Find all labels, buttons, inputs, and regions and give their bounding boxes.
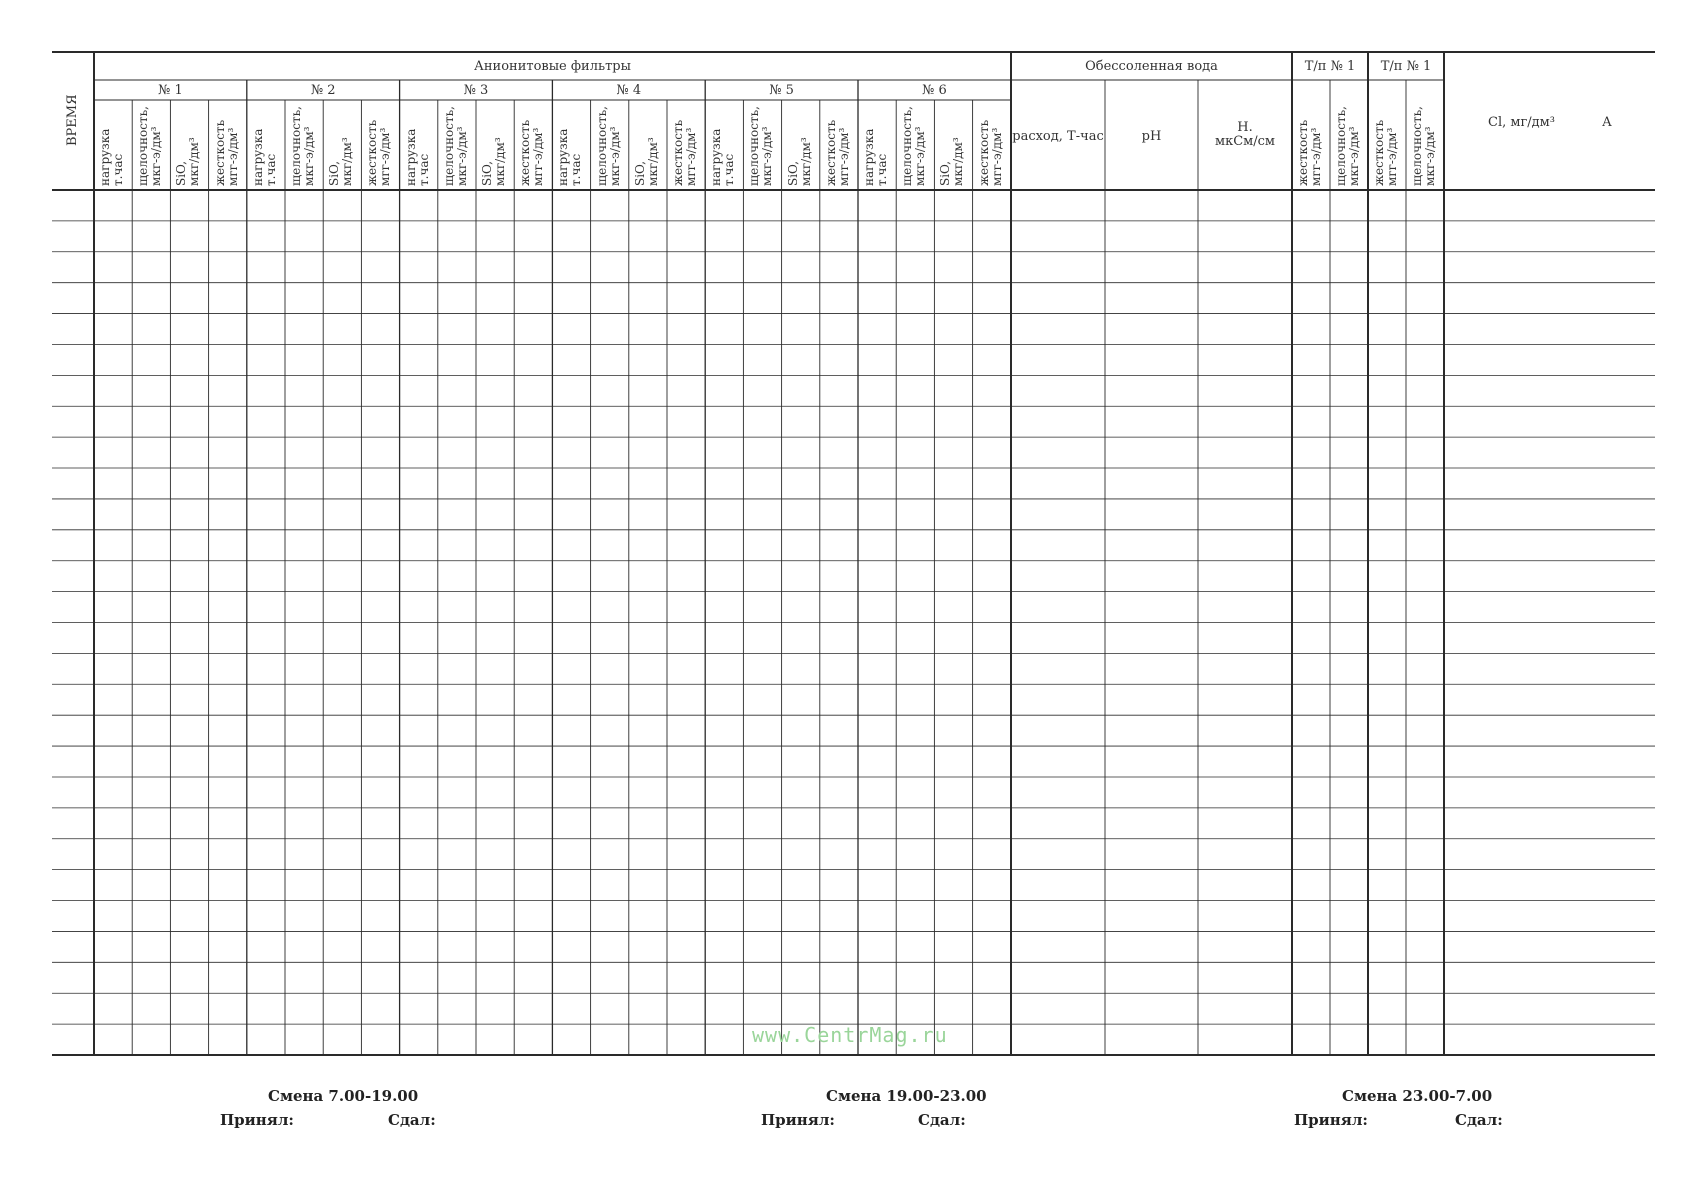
filter-col-line: мгг-э/дм³ bbox=[684, 127, 698, 186]
filter-col-line: щелочность, bbox=[289, 106, 303, 186]
filter-col-line: жесткость bbox=[518, 119, 533, 186]
shift-3-title: Смена 23.00-7.00 bbox=[1342, 1087, 1493, 1105]
filter-col-line: мгг-э/дм³ bbox=[836, 127, 851, 186]
filter-title-2: № 2 bbox=[310, 83, 336, 98]
shift-2-title: Смена 19.00-23.00 bbox=[826, 1087, 987, 1105]
filter-2-col-3 bbox=[328, 137, 354, 186]
tp-title-1: Т/п № 1 bbox=[1304, 59, 1356, 74]
filter-6-col-3 bbox=[939, 137, 965, 186]
tp-col-line: щелочность, bbox=[1410, 106, 1424, 186]
filter-5-col-3 bbox=[787, 137, 813, 186]
filter-6-col-2 bbox=[901, 106, 927, 186]
filter-col-line: жесткость bbox=[976, 119, 991, 186]
filter-2-col-4 bbox=[366, 120, 392, 186]
filter-5-col-1 bbox=[710, 129, 736, 186]
filter-col-line: жесткость bbox=[823, 119, 838, 186]
filter-col-line: мгг-э/дм³ bbox=[531, 127, 546, 186]
desalted-col-flow: расход, Т-час bbox=[1012, 129, 1104, 144]
desalted-water-header: Обессоленная вода bbox=[1085, 59, 1218, 74]
filter-col-line: щелочность, bbox=[136, 106, 151, 186]
tp-2-col-2 bbox=[1411, 106, 1437, 186]
desalted-col-ph: pH bbox=[1141, 129, 1162, 144]
desalted-col-conductivity bbox=[1198, 121, 1292, 149]
shift-1-accepted: Принял: bbox=[220, 1111, 294, 1129]
shift-2-handed: Сдал: bbox=[918, 1111, 966, 1129]
filter-col-line: нагрузка bbox=[98, 128, 112, 186]
tp-1-col-2 bbox=[1335, 106, 1361, 186]
tp-col-line: жесткость bbox=[1372, 119, 1386, 186]
filter-col-line: щелочность, bbox=[441, 106, 456, 186]
filter-col-line: мгг-э/дм³ bbox=[225, 127, 240, 186]
filter-1-col-2 bbox=[137, 106, 163, 186]
filter-col-line: SiO, bbox=[785, 160, 800, 186]
watermark: www.CentrMag.ru bbox=[752, 1023, 948, 1047]
filter-1-col-1 bbox=[99, 129, 125, 186]
filter-5-col-2 bbox=[748, 106, 774, 186]
filter-col-line: жесткость bbox=[671, 119, 685, 186]
filter-col-line: мгг-э/дм³ bbox=[989, 127, 1004, 186]
filter-col-line: т.час bbox=[569, 153, 584, 186]
filter-1-col-4 bbox=[214, 120, 240, 186]
filter-6-col-4 bbox=[978, 120, 1004, 186]
filter-title-3: № 3 bbox=[463, 83, 489, 98]
tp-col-line: мгг-э/дм³ bbox=[1309, 127, 1323, 186]
filter-4-col-1 bbox=[557, 129, 583, 186]
tp-col-line: жесткость bbox=[1296, 119, 1310, 186]
filter-col-line: SiO, bbox=[632, 160, 647, 186]
filter-col-line: мкг-э/дм³ bbox=[760, 126, 775, 186]
cl-header: Cl, мг/дм³ bbox=[1488, 115, 1555, 130]
filter-col-line: щелочность, bbox=[900, 106, 915, 186]
shift-2-accepted: Принял: bbox=[761, 1111, 835, 1129]
filter-col-line: мкг/дм³ bbox=[645, 137, 660, 186]
filter-col-line: жесткость bbox=[365, 119, 380, 186]
filter-col-line: SiO, bbox=[480, 160, 494, 186]
time-header: ВРЕМЯ bbox=[65, 94, 80, 146]
filter-col-line: мкг-э/дм³ bbox=[913, 126, 928, 186]
filter-col-line: мкг-э/дм³ bbox=[149, 126, 164, 186]
filter-col-line: т.час bbox=[263, 153, 278, 186]
filter-col-line: т.час bbox=[875, 153, 889, 186]
tp-title-2: Т/п № 1 bbox=[1380, 59, 1432, 74]
filter-col-line: мкг-э/дм³ bbox=[454, 126, 469, 186]
filter-col-line: щелочность, bbox=[747, 106, 762, 186]
shift-1-title: Смена 7.00-19.00 bbox=[268, 1087, 419, 1105]
filter-col-line: мгг-э/дм³ bbox=[378, 127, 393, 186]
filter-col-line: мкг/дм³ bbox=[187, 137, 202, 186]
filter-col-line: нагрузка bbox=[709, 128, 724, 186]
filter-title-1: № 1 bbox=[158, 83, 183, 98]
filter-col-line: мкг/дм³ bbox=[951, 137, 966, 186]
filter-col-line: нагрузка bbox=[862, 128, 876, 186]
filter-col-line: щелочность, bbox=[594, 106, 609, 186]
filter-5-col-4 bbox=[825, 120, 851, 186]
filter-3-col-1 bbox=[405, 129, 431, 186]
filter-title-5: № 5 bbox=[769, 83, 794, 98]
tp-2-col-1 bbox=[1373, 120, 1399, 186]
filter-6-col-1 bbox=[863, 129, 889, 186]
filter-3-col-4 bbox=[519, 120, 545, 186]
tp-col-line: щелочность, bbox=[1334, 106, 1348, 186]
filter-col-line: нагрузка bbox=[403, 128, 418, 186]
filter-col-line: т.час bbox=[111, 153, 125, 186]
filter-col-line: SiO, bbox=[174, 160, 189, 186]
shift-1-handed: Сдал: bbox=[388, 1111, 436, 1129]
tp-col-line: мгг-э/дм³ bbox=[1385, 127, 1399, 186]
filter-col-line: мкг/дм³ bbox=[493, 137, 507, 186]
filter-col-line: т.час bbox=[416, 153, 431, 186]
conductivity-line2: мкСм/см bbox=[1214, 134, 1276, 149]
filter-3-col-3 bbox=[481, 137, 507, 186]
filter-2-col-2 bbox=[290, 106, 316, 186]
filter-col-line: нагрузка bbox=[250, 128, 265, 186]
filter-2-col-1 bbox=[252, 129, 278, 186]
a-header: А bbox=[1602, 115, 1612, 130]
filter-4-col-3 bbox=[634, 137, 660, 186]
filter-col-line: нагрузка bbox=[556, 128, 571, 186]
filter-col-line: SiO, bbox=[327, 160, 342, 186]
tp-col-line: мкг-э/дм³ bbox=[1423, 126, 1437, 186]
filter-col-line: т.час bbox=[722, 153, 737, 186]
shift-3-accepted: Принял: bbox=[1294, 1111, 1368, 1129]
filter-title-4: № 4 bbox=[616, 83, 642, 98]
conductivity-line1: Н. bbox=[1237, 120, 1253, 135]
filter-col-line: мкг/дм³ bbox=[798, 137, 813, 186]
filter-col-line: мкг/дм³ bbox=[340, 137, 355, 186]
anion-filters-header: Анионитовые фильтры bbox=[474, 59, 631, 74]
filter-4-col-2 bbox=[596, 106, 622, 186]
filter-col-line: жесткость bbox=[212, 119, 227, 186]
filter-1-col-3 bbox=[175, 137, 201, 186]
filter-col-line: мкг-э/дм³ bbox=[607, 126, 622, 186]
filter-col-line: мкг-э/дм³ bbox=[302, 126, 316, 186]
tp-1-col-1 bbox=[1297, 120, 1323, 186]
filter-title-6: № 6 bbox=[922, 83, 947, 98]
shift-3-handed: Сдал: bbox=[1455, 1111, 1503, 1129]
tp-col-line: мкг-э/дм³ bbox=[1347, 126, 1361, 186]
filter-4-col-4 bbox=[672, 120, 698, 186]
filter-col-line: SiO, bbox=[938, 160, 953, 186]
filter-3-col-2 bbox=[443, 106, 469, 186]
